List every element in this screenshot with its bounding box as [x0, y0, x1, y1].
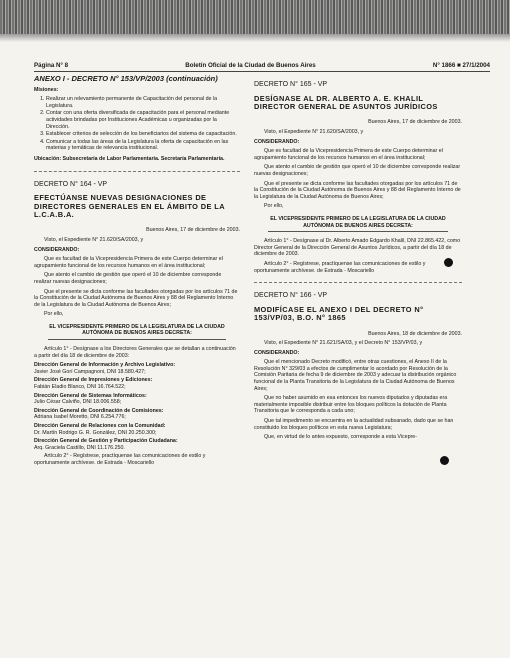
- decree-title: DESÍGNASE AL DR. ALBERTO A. E. KHALIL DIRECTOR GENERAL DE ASUNTOS JURÍDICOS: [254, 93, 438, 111]
- visto-text: Visto, el Expediente N° 21.621/SA/03, y el Decreto N° 153/VP/03, y: [264, 340, 423, 347]
- designation-role: Dirección General de Gestión y Participación Ciudadana:: [34, 438, 178, 445]
- designation-item: [34, 362, 240, 375]
- considerando-paragraph: Que es facultad de la Vicepresidencia Primera de este Cuerpo determinar el agrupamiento funcional de los recursos humanos en el área institucional;: [34, 256, 223, 269]
- article-2: Artículo 2° - Regístrese, practíquense las comunicaciones de estilo y oportunamente archívese. de Estrada - Moscariello: [254, 260, 426, 274]
- divider: [34, 171, 240, 172]
- designation-name: Dr. Martín Rodrigo G. R. González, DNI 20.250.300;: [34, 429, 157, 436]
- page-header: [34, 62, 490, 72]
- right-column: [254, 76, 462, 444]
- designation-item: [34, 438, 240, 451]
- missions-label: Misiones:: [34, 86, 59, 93]
- considerando-paragraph: Que atento el cambio de gestión que operó el 10 de diciembre corresponde realizar nuevas designaciones;: [254, 164, 461, 177]
- location-text: Ubicación: Subsecretaría de Labor Parlamentaria. Secretaría Parlamentaria.: [34, 155, 225, 162]
- por-ello-text: Por ello,: [264, 203, 284, 210]
- decree-title: EFECTÚANSE NUEVAS DESIGNACIONES DE DIRECTORES GENERALES EN EL ÁMBITO DE LA L.C.A.B.A.: [34, 193, 225, 219]
- considerando-paragraph: Que, en virtud de lo antes expuesto, corresponde a esta Vicepre-: [264, 434, 418, 441]
- designation-role: Dirección General de Información y Archivo Legislativo:: [34, 362, 176, 369]
- considerando-label: CONSIDERANDO:: [254, 349, 300, 356]
- designation-role: Dirección General de Sistemas Informáticos:: [34, 392, 147, 399]
- decree-date: Buenos Aires, 17 de diciembre de 2003.: [368, 119, 462, 126]
- missions-list: [34, 96, 240, 152]
- decree-heading: EL VICEPRESIDENTE PRIMERO DE LA LEGISLATURA DE LA CIUDAD AUTÓNOMA DE BUENOS AIRES DECRETA:: [268, 216, 448, 232]
- article-1: Artículo 1° - Desígnase al Dr. Alberto Amado Edgardo Khalil, DNI 22.865.422, como Director General de la Dirección General de Asuntos Jurídicos, a partir del día 18 de diciembre de 2003.: [254, 238, 461, 258]
- designation-item: [34, 393, 240, 406]
- decree-title: MODIFÍCASE EL ANEXO I DEL DECRETO N° 153/VP/03, B.O. N° 1865: [254, 304, 424, 323]
- visto-text: Visto, el Expediente N° 21.620/SA/2003, y: [44, 236, 144, 243]
- considerando-label: CONSIDERANDO:: [34, 246, 80, 253]
- issue-number: N° 1866 ■ 27/1/2004: [432, 62, 490, 69]
- ink-blot-mark: [440, 456, 449, 465]
- designation-role: Dirección General de Impresiones y Ediciones:: [34, 377, 153, 384]
- scan-noise-band: [0, 0, 510, 34]
- decree-number: DECRETO N° 164 - VP: [34, 180, 108, 188]
- left-column: [34, 76, 240, 470]
- mission-item: 3. Establecer criterios de selección de los beneficiarios del sistema de capacitación.: [46, 131, 240, 138]
- ink-blot-mark: [444, 258, 453, 267]
- annex-title: ANEXO I - DECRETO N° 153/VP/2003 (continuación): [34, 74, 218, 83]
- visto-text: Visto, el Expediente N° 21.620/SA/2003, y: [264, 129, 364, 135]
- considerando-paragraph: Que el presente se dicta conforme las facultades otorgadas por los artículos 71 de la Constitución de la Ciudad Autónoma de Buenos Aires y 88 del Reglamento Interno de la Legislatura de la Ciudad Autónoma de Buenos Aires;: [254, 180, 461, 200]
- designation-role: Dirección General de Relaciones con la Comunidad:: [34, 423, 166, 429]
- decree-number: DECRETO N° 166 - VP: [254, 292, 328, 300]
- decree-date: Buenos Aires, 18 de diciembre de 2003.: [368, 330, 462, 337]
- page-number: Página N° 8: [34, 62, 69, 69]
- article-1: Artículo 1° - Desígnase a los Directores Generales que se detallan a continuación a partir del día 18 de diciembre de 2003:: [34, 346, 236, 359]
- considerando-paragraph: Que tal impedimento se encuentra en la actualidad subsanado, dado que se han constituido los bloques políticos en esta nueva Legislatura;: [254, 418, 454, 431]
- journal-title: Boletín Oficial de la Ciudad de Buenos Aires: [185, 62, 316, 69]
- considerando-label: CONSIDERANDO:: [254, 138, 300, 145]
- decree-date: Buenos Aires, 17 de diciembre de 2003.: [146, 227, 240, 234]
- designation-item: [34, 377, 240, 390]
- considerando-paragraph: Que el mencionado Decreto modificó, entre otras cuestiones, el Anexo II de la Resolución N° 329/03 a efectos de cumplimentar lo acordado por Resolución de la Comisión Paritaria de fecha 9 de diciembre de 2003 y adecuar la distribución orgánico funcional de la Planta Transitoria de la Legislatura de la Ciudad Autónoma de Buenos Aires;: [254, 359, 457, 392]
- considerando-paragraph: Que atento el cambio de gestión que operó el 10 de diciembre corresponde realizar nuevas designaciones;: [34, 272, 222, 285]
- designation-name: Julio César Calviño, DNI 18.006.558;: [34, 399, 122, 406]
- designation-role: Dirección General de Coordinación de Comisiones:: [34, 407, 164, 414]
- designation-name: Arq. Graciela Castillo, DNI 11.176.250.: [34, 444, 125, 451]
- considerando-paragraph: Que el presente se dicta conforme las facultades otorgadas por los artículos 71 de la Constitución de la Ciudad Autónoma de Buenos Aires y 88 del Reglamento Interno de la Legislatura de la Ciudad Autónoma de Buenos Aires;: [34, 288, 238, 308]
- considerando-paragraph: Que no haber asumido en esa entonces los nuevos diputados y diputadas era materialmente imposible distribuir entre los bloques políticos la dotación de Planta Transitoria que le corresponda a cada uno;: [254, 395, 448, 415]
- por-ello-text: Por ello,: [44, 311, 64, 318]
- scan-noise-fade: [0, 34, 510, 42]
- designation-name: Javier José Gorí Campagnoni, DNI 18.580.427;: [34, 368, 146, 375]
- designation-name: Fabián Eladio Blanco, DNI 16.764.522;: [34, 384, 126, 391]
- designation-item: [34, 408, 240, 421]
- article-2: Artículo 2° - Regístrese, practíquense las comunicaciones de estilo y oportunamente archívese. de Estrada - Moscariello: [34, 453, 206, 466]
- decree-heading: EL VICEPRESIDENTE PRIMERO DE LA LEGISLATURA DE LA CIUDAD AUTÓNOMA DE BUENOS AIRES DECRETA:: [48, 324, 226, 340]
- mission-item: 4. Comunicar a todas las áreas de la Legislatura la oferta de capacitación en las materias y temáticas de relevancia institucional.: [46, 139, 240, 152]
- designation-name: Adriana Isabel Moretto, DNI 6.254.776;: [34, 414, 126, 421]
- designation-item: [34, 423, 240, 436]
- considerando-paragraph: Que es facultad de la Vicepresidencia Primera de este Cuerpo determinar el agrupamiento funcional de los recursos humanos en el área institucional;: [254, 148, 443, 161]
- divider: [254, 282, 462, 283]
- decree-number: DECRETO N° 165 - VP: [254, 81, 328, 88]
- mission-item: 2. Contar con una oferta diversificada de capacitación para el personal mediante actividades brindadas por Instituciones Académicas u organizadas por la Dirección.: [46, 110, 240, 130]
- mission-item: 1. Realizar un relevamiento permanente de Capacitación del personal de la Legislatura.: [46, 96, 240, 109]
